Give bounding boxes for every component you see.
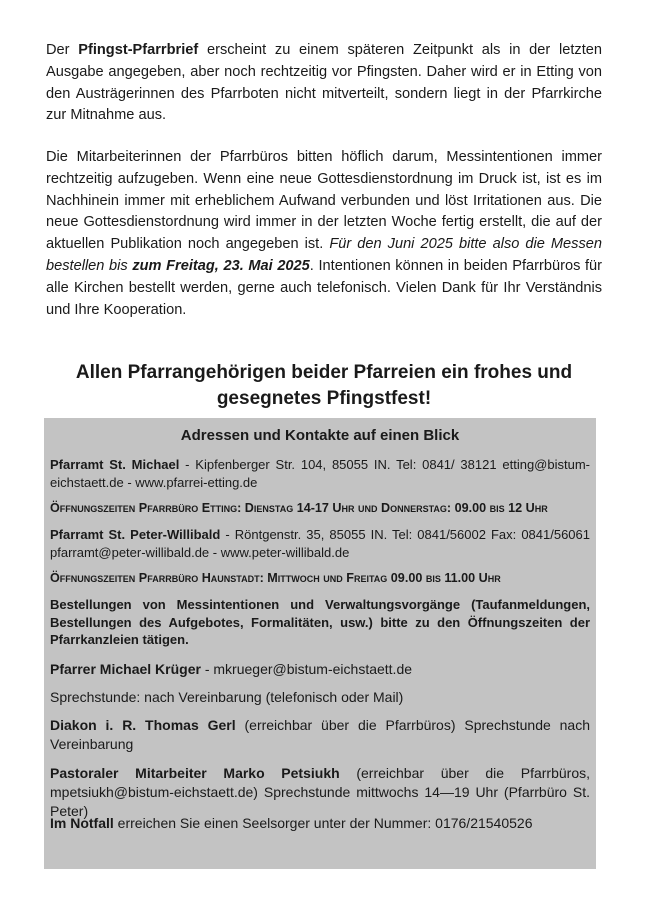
notice-body: erscheint zu einem späteren Zeitpunkt als in der letzten Ausgabe angegeben, aber noch rechtzeitig vor Pfingsten. Daher wird er in Etting von den Austrägerinnen des Pfarrboten nicht mitverteilt, sondern liegt in der Pfarrkirche zur Mitnahme aus. [46,42,602,124]
deadline-lead: Für den Juni 2025 bitte also die Messen bestellen bis [46,236,602,274]
pfarramt-st-peter-willibald [50,526,590,561]
greeting-line-1: Allen Pfarrangehörigen beider Pfarreien ein frohes und [75,362,573,383]
messintentionen-end: . Intentionen können in beiden Pfarrbüros für alle Kirchen bestellt werden, gerne auch telefonisch. Vielen Dank für Ihr Verständnis und Ihre Kooperation. [46,257,603,318]
diakon-details: (erreichbar über die Pfarrbüros) Sprechstunde nach Vereinbarung [50,717,590,752]
diakon-name: Diakon i. R. Thomas Gerl [50,717,236,733]
contacts-title: Adressen und Kontakte auf einen Blick [180,427,460,444]
pfingst-greeting [46,360,602,412]
pfarrer-name: Pfarrer Michael Krüger [50,661,201,677]
michael-details: - Kipfenberger Str. 104, 85055 IN. Tel: 0841/ 38121 etting@bistum-eichstaett.de - www.pfarrei-etting.de [50,457,590,490]
pastoral-contact [50,764,590,821]
pastoral-details: (erreichbar über die Pfarrbüros, mpetsiukh@bistum-eichstaett.de) Sprechstunde mittwochs 14—19 Uhr (Pfarrbüro St. Peter) [50,765,591,819]
contacts-box [44,418,596,869]
greeting-line-2: gesegnetes Pfingstfest! [216,388,432,409]
michael-name: Pfarramt St. Michael [50,457,180,472]
messintentionen-body: Die Mitarbeiterinnen der Pfarrbüros bitten höflich darum, Messintentionen immer rechtzeitig aufzugeben. Wenn eine neue Gottesdienstordnung im Druck ist, ist es im Nachhinein immer mit erheblichem Aufwand verbunden und löst Irritationen aus. Die neue Gottesdienstordnung wird immer in der letzten Woche fertig erstellt, die auf der aktuellen Publikation noch angegeben ist. [46,149,602,253]
pfingst-pfarrbrief-term: Pfingst-Pfarrbrief [78,42,199,58]
diakon-contact [50,716,590,754]
pfarrer-contact [50,660,590,679]
pfingst-pfarrbrief-notice [46,40,602,127]
notfall-contact [50,814,590,833]
hours-etting: Öffnungszeiten Pfarrbüro Etting: Dienstag 14-17 Uhr und Donnerstag: 09.00 bis 12 Uhr [50,501,548,515]
notfall-label: Im Notfall [50,815,114,831]
peter-details: - Röntgenstr. 35, 85055 IN. Tel: 0841/56002 Fax: 0841/56061 pfarramt@peter-willibald.de - www.peter-willibald.de [50,527,590,560]
orders-note: Bestellungen von Messintentionen und Verwaltungsvorgänge (Taufanmeldungen, Bestellungen des Aufgebotes, Formalitäten, usw.) bitte zu den Öffnungszeiten der Pfarrkanzleien tätigen. [50,597,590,648]
peter-name: Pfarramt St. Peter-Willibald [50,527,221,542]
notfall-details: erreichen Sie einen Seelsorger unter der Nummer: 0176/21540526 [113,815,533,831]
sprechstunde-note: Sprechstunde: nach Vereinbarung (telefonisch oder Mail) [50,689,404,705]
hours-haunstadt: Öffnungszeiten Pfarrbüro Haunstadt: Mittwoch und Freitag 09.00 bis 11.00 Uhr [50,571,501,585]
pfarrer-details: - mkrueger@bistum-eichstaett.de [200,661,413,677]
pfarramt-st-michael [50,456,590,491]
messintentionen-notice [46,147,602,321]
deadline-date: zum Freitag, 23. Mai 2025 [132,257,310,274]
notice-lead: Der [46,42,79,58]
pastoral-name: Pastoraler Mitarbeiter Marko Petsiukh [50,765,340,781]
